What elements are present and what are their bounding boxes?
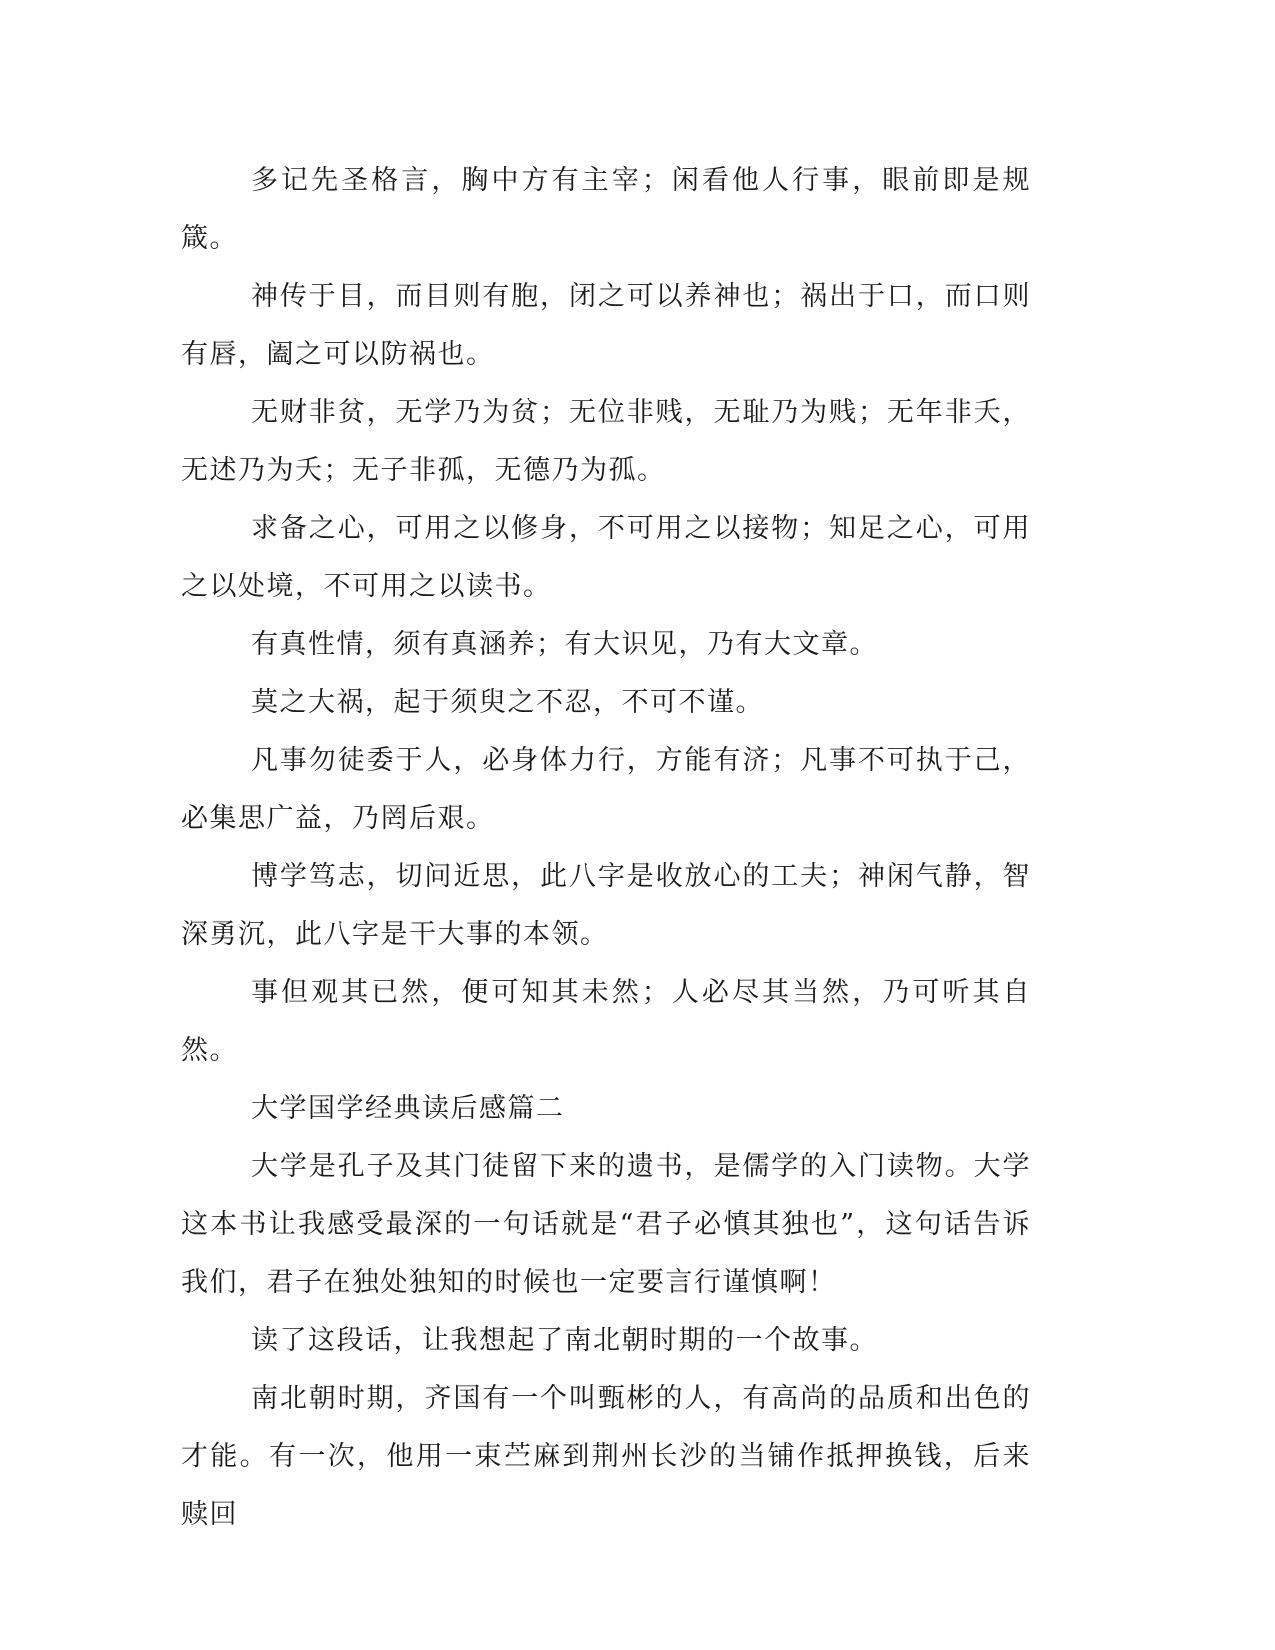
paragraph: 南北朝时期，齐国有一个叫甄彬的人，有高尚的品质和出色的才能。有一次，他用一束苎麻到荆州长沙的当铺作抵押换钱，后来赎回 — [181, 1383, 1031, 1530]
document-body — [181, 152, 1031, 1544]
paragraph: 凡事勿徒委于人，必身体力行，方能有济；凡事不可执于己，必集思广益，乃罔后艰。 — [181, 745, 1031, 834]
paragraph: 事但观其已然，便可知其未然；人必尽其当然，乃可听其自然。 — [181, 977, 1031, 1066]
paragraph: 大学是孔子及其门徒留下来的遗书，是儒学的入门读物。大学这本书让我感受最深的一句话就是“君子必慎其独也”，这句话告诉我们，君子在独处独知的时候也一定要言行谨慎啊！ — [181, 1151, 1031, 1298]
paragraph: 有真性情，须有真涵养；有大识见，乃有大文章。 — [251, 629, 878, 660]
paragraph: 莫之大祸，起于须臾之不忍，不可不谨。 — [251, 687, 764, 718]
paragraph: 求备之心，可用之以修身，不可用之以接物；知足之心，可用之以处境，不可用之以读书。 — [181, 513, 1031, 602]
paragraph: 无财非贫，无学乃为贫；无位非贱，无耻乃为贱；无年非夭，无述乃为夭；无子非孤，无德乃为孤。 — [181, 397, 1031, 486]
section-heading: 大学国学经典读后感篇二 — [251, 1093, 565, 1124]
paragraph: 神传于目，而目则有胞，闭之可以养神也；祸出于口，而口则有唇，阖之可以防祸也。 — [181, 281, 1031, 370]
paragraph: 博学笃志，切问近思，此八字是收放心的工夫；神闲气静，智深勇沉，此八字是干大事的本领。 — [181, 861, 1031, 950]
paragraph: 读了这段话，让我想起了南北朝时期的一个故事。 — [251, 1325, 878, 1356]
paragraph: 多记先圣格言，胸中方有主宰；闲看他人行事，眼前即是规箴。 — [181, 165, 1031, 254]
